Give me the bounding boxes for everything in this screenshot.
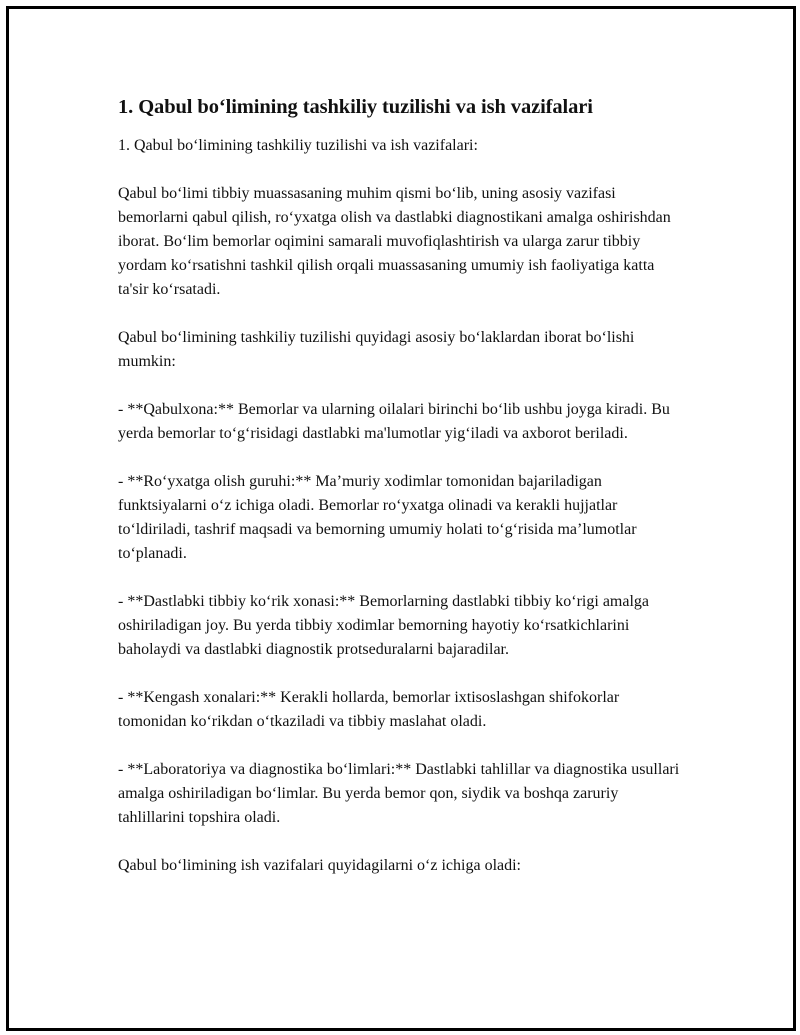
list-item-laboratoriya: - **Laboratoriya va diagnostika boʻlimlari:** Dastlabki tahlillar va diagnostika usullari amalga oshiriladigan boʻlimlar. Bu yerda bemor qon, siydik va boshqa zaruriy tahlillarini topshira oladi. <box>118 761 680 826</box>
section-subheading: 1. Qabul boʻlimining tashkiliy tuzilishi va ish vazifalari: <box>118 137 478 154</box>
paragraph-duties: Qabul boʻlimining ish vazifalari quyidagilarni oʻz ichiga oladi: <box>118 857 521 874</box>
list-item-kengash-xonalari: - **Kengash xonalari:** Kerakli hollarda, bemorlar ixtisoslashgan shifokorlar tomonidan koʻrikdan oʻtkaziladi va tibbiy maslahat oladi. <box>118 689 620 730</box>
document-body <box>118 94 688 878</box>
list-item-royxatga-olish: - **Roʻyxatga olish guruhi:** Maʼmuriy xodimlar tomonidan bajariladigan funktsiyalarni oʻz ichiga oladi. Bemorlar roʻyxatga olinadi va kerakli hujjatlar toʻldiriladi, tashrif maqsadi va bemorning umumiy holati toʻgʻrisida maʼlumotlar toʻplanadi. <box>118 473 637 562</box>
document-heading: 1. Qabul boʻlimining tashkiliy tuzilishi va ish vazifalari <box>118 96 593 118</box>
list-item-dastlabki-korik: - **Dastlabki tibbiy koʻrik xonasi:** Bemorlarning dastlabki tibbiy koʻrigi amalga oshiriladigan joy. Bu yerda tibbiy xodimlar bemorning hayotiy koʻrsatkichlarini baholaydi va dastlabki diagnostik protseduralarni bajaradilar. <box>118 593 650 658</box>
paragraph-intro: Qabul boʻlimi tibbiy muassasaning muhim qismi boʻlib, uning asosiy vazifasi bemorlarni qabul qilish, roʻyxatga olish va dastlabki diagnostikani amalga oshirishdan iborat. Boʻlim bemorlar oqimini samarali muvofiqlashtirish va ularga zarur tibbiy yordam koʻrsatishni tashkil qilish orqali muassasaning umumiy ish faoliyatiga katta ta'sir koʻrsatadi. <box>118 185 671 298</box>
list-item-qabulxona: - **Qabulxona:** Bemorlar va ularning oilalari birinchi boʻlib ushbu joyga kiradi. Bu yerda bemorlar toʻgʻrisidagi dastlabki ma'lumotlar yigʻiladi va axborot beriladi. <box>118 401 670 442</box>
paragraph-structure: Qabul boʻlimining tashkiliy tuzilishi quyidagi asosiy boʻlaklardan iborat boʻlishi mumkin: <box>118 329 635 370</box>
